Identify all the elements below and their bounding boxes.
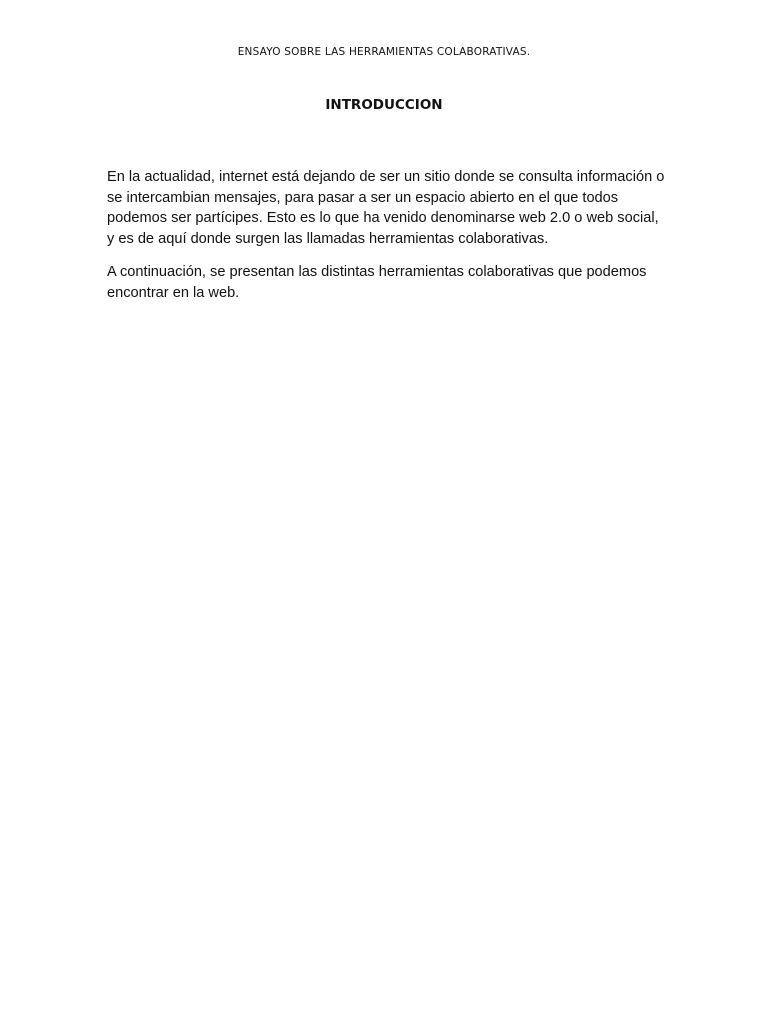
- paragraph-continuation: A continuación, se presentan las distintas herramientas colaborativas que podemos encontrar en la web.: [107, 264, 647, 301]
- paragraph-intro: En la actualidad, internet está dejando de ser un sitio donde se consulta información o se intercambian mensajes, para pasar a ser un espacio abierto en el que todos podemos ser partícipes. Esto es lo que ha venido denominarse web 2.0 o web social, y es de aquí donde surgen las llamadas herramientas colaborativas.: [107, 169, 665, 247]
- document-header: ENSAYO SOBRE LAS HERRAMIENTAS COLABORATIVAS.: [237, 46, 531, 58]
- section-title: INTRODUCCION: [325, 97, 443, 113]
